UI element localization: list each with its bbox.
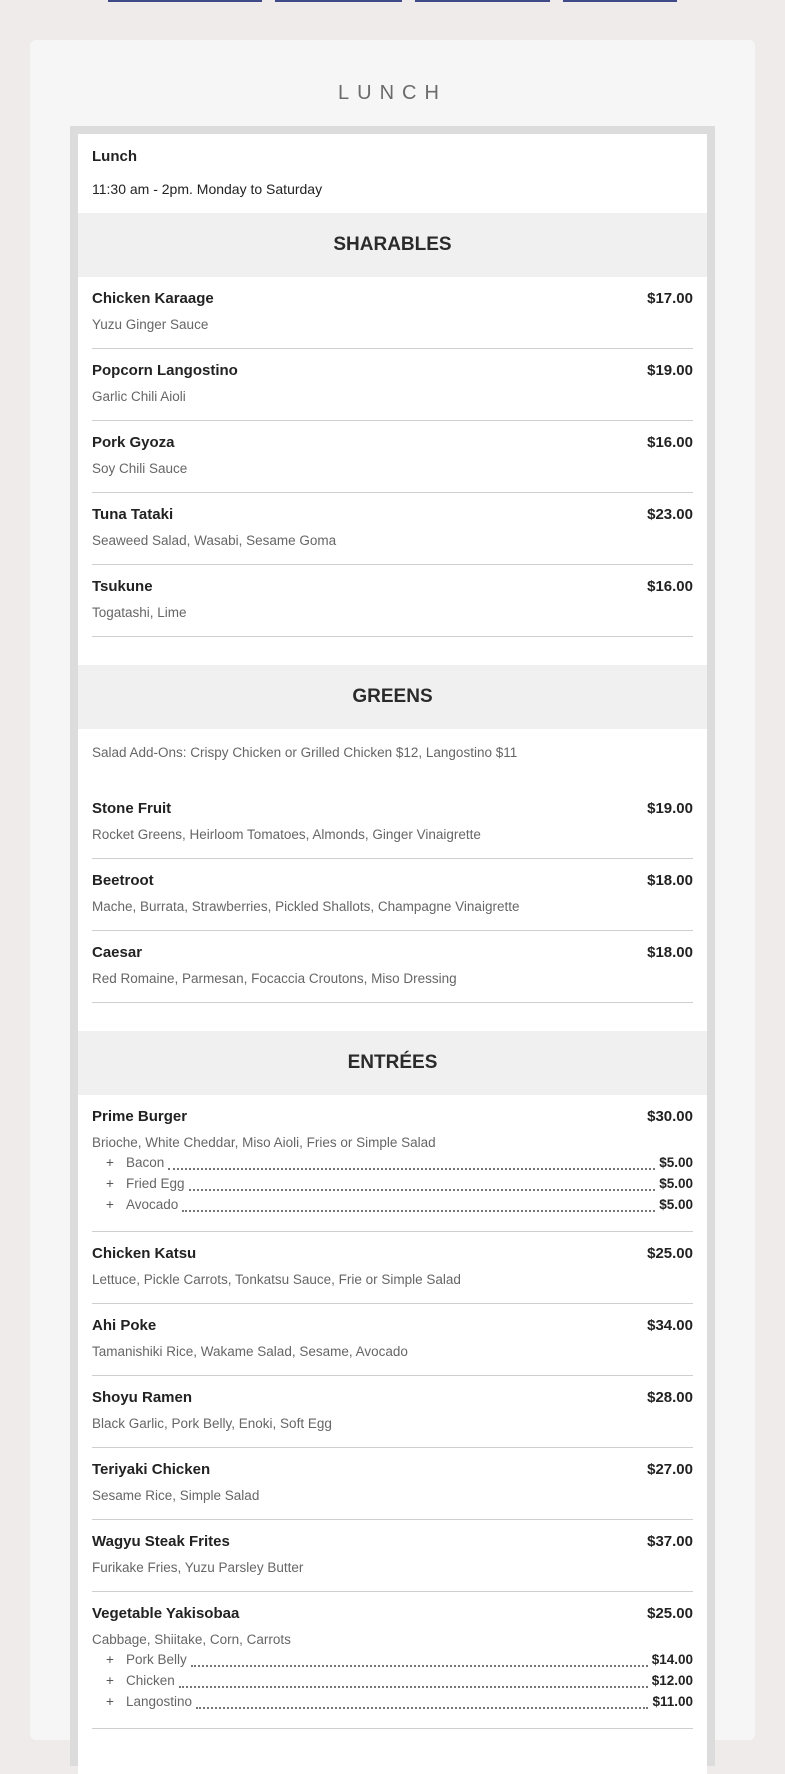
addon-list	[92, 1155, 693, 1218]
menu-item	[92, 1520, 693, 1592]
nav-tab-2-underline[interactable]	[275, 0, 402, 2]
item-name: Prime Burger	[92, 1108, 188, 1125]
menu-item	[92, 277, 693, 349]
intro-title: Lunch	[92, 148, 137, 165]
item-name: Shoyu Ramen	[92, 1389, 193, 1406]
menu-item	[92, 1095, 693, 1232]
addon-row	[92, 1673, 693, 1694]
plus-icon: +	[106, 1197, 114, 1212]
item-price: $19.00	[647, 800, 693, 817]
item-price: $16.00	[647, 578, 693, 595]
item-price: $25.00	[647, 1245, 693, 1262]
page-title: LUNCH	[338, 82, 447, 104]
addon-list	[92, 1652, 693, 1715]
item-name: Ahi Poke	[92, 1317, 157, 1334]
item-description: Garlic Chili Aioli	[92, 389, 186, 404]
plus-icon: +	[106, 1176, 114, 1191]
addon-name: Langostino	[126, 1694, 193, 1709]
addon-price: $5.00	[659, 1155, 693, 1170]
menu-item	[92, 421, 693, 493]
dot-leader	[182, 1209, 655, 1212]
top-navigation	[0, 0, 785, 4]
item-name: Tuna Tataki	[92, 506, 174, 523]
menu-item	[92, 349, 693, 421]
addon-name: Chicken	[126, 1673, 175, 1688]
item-name: Vegetable Yakisobaa	[92, 1605, 240, 1622]
menu-item	[92, 1592, 693, 1729]
item-price: $23.00	[647, 506, 693, 523]
addon-row	[92, 1652, 693, 1673]
section-spacer	[78, 1003, 707, 1031]
addon-name: Avocado	[126, 1197, 179, 1212]
item-name: Stone Fruit	[92, 800, 172, 817]
item-name: Popcorn Langostino	[92, 362, 238, 379]
menu-card	[30, 40, 755, 1740]
menu-item	[92, 493, 693, 565]
item-name: Teriyaki Chicken	[92, 1461, 211, 1478]
item-price: $19.00	[647, 362, 693, 379]
menu-item	[92, 931, 693, 1003]
item-name: Tsukune	[92, 578, 153, 595]
item-description: Togatashi, Lime	[92, 605, 187, 620]
menu-item	[92, 1376, 693, 1448]
sharables-list	[78, 277, 707, 637]
addon-price: $14.00	[651, 1652, 693, 1667]
item-name: Chicken Karaage	[92, 290, 214, 307]
item-description: Furikake Fries, Yuzu Parsley Butter	[92, 1560, 304, 1575]
item-description: Cabbage, Shiitake, Corn, Carrots	[92, 1632, 291, 1647]
item-description: Soy Chili Sauce	[92, 461, 188, 476]
item-description: Mache, Burrata, Strawberries, Pickled Shallots, Champagne Vinaigrette	[92, 899, 520, 914]
item-description: Black Garlic, Pork Belly, Enoki, Soft Egg	[92, 1416, 332, 1431]
dot-leader	[191, 1664, 648, 1667]
dot-leader	[189, 1188, 656, 1191]
plus-icon: +	[106, 1673, 114, 1688]
item-description: Tamanishiki Rice, Wakame Salad, Sesame, Avocado	[92, 1344, 408, 1359]
entrees-list	[78, 1095, 707, 1729]
item-price: $27.00	[647, 1461, 693, 1478]
item-description: Yuzu Ginger Sauce	[92, 317, 209, 332]
menu-item	[92, 787, 693, 859]
plus-icon: +	[106, 1155, 114, 1170]
item-description: Seaweed Salad, Wasabi, Sesame Goma	[92, 533, 337, 548]
menu-content	[78, 134, 707, 1774]
item-description: Brioche, White Cheddar, Miso Aioli, Fries or Simple Salad	[92, 1135, 436, 1150]
addon-price: $5.00	[659, 1176, 693, 1191]
addon-row	[92, 1694, 693, 1715]
section-header-entrees: ENTRÉES	[78, 1031, 707, 1095]
plus-icon: +	[106, 1694, 114, 1709]
menu-item	[92, 859, 693, 931]
addon-name: Bacon	[126, 1155, 165, 1170]
item-price: $16.00	[647, 434, 693, 451]
addon-price: $5.00	[659, 1197, 693, 1212]
intro-hours: 11:30 am - 2pm. Monday to Saturday	[92, 181, 323, 197]
item-name: Pork Gyoza	[92, 434, 175, 451]
greens-addon-note: Salad Add-Ons: Crispy Chicken or Grilled Chicken $12, Langostino $11	[92, 745, 518, 760]
item-price: $37.00	[647, 1533, 693, 1550]
item-name: Beetroot	[92, 872, 154, 889]
plus-icon: +	[106, 1652, 114, 1667]
item-price: $34.00	[647, 1317, 693, 1334]
item-price: $17.00	[647, 290, 693, 307]
item-price: $25.00	[647, 1605, 693, 1622]
dot-leader	[168, 1167, 655, 1170]
item-name: Wagyu Steak Frites	[92, 1533, 230, 1550]
addon-row	[92, 1197, 693, 1218]
menu-frame	[70, 126, 715, 1766]
section-spacer	[78, 637, 707, 665]
item-description: Red Romaine, Parmesan, Focaccia Croutons, Miso Dressing	[92, 971, 457, 986]
addon-price: $12.00	[651, 1673, 693, 1688]
addon-row	[92, 1155, 693, 1176]
section-header-sharables: SHARABLES	[78, 213, 707, 277]
item-description: Lettuce, Pickle Carrots, Tonkatsu Sauce, Frie or Simple Salad	[92, 1272, 461, 1287]
item-description: Sesame Rice, Simple Salad	[92, 1488, 260, 1503]
dot-leader	[196, 1706, 648, 1709]
menu-item	[92, 1232, 693, 1304]
item-price: $30.00	[647, 1108, 693, 1125]
dot-leader	[179, 1685, 648, 1688]
addon-name: Fried Egg	[126, 1176, 185, 1191]
item-name: Caesar	[92, 944, 143, 961]
item-description: Rocket Greens, Heirloom Tomatoes, Almonds, Ginger Vinaigrette	[92, 827, 481, 842]
item-price: $28.00	[647, 1389, 693, 1406]
addon-row	[92, 1176, 693, 1197]
nav-tab-1-underline[interactable]	[108, 0, 262, 2]
section-header-greens: GREENS	[78, 665, 707, 729]
addon-price: $11.00	[652, 1694, 693, 1709]
item-price: $18.00	[647, 872, 693, 889]
menu-item	[92, 1448, 693, 1520]
addon-name: Pork Belly	[126, 1652, 187, 1667]
menu-item	[92, 1304, 693, 1376]
nav-tab-3-underline[interactable]	[415, 0, 550, 2]
menu-item	[92, 565, 693, 637]
item-price: $18.00	[647, 944, 693, 961]
menu-intro	[78, 134, 707, 213]
item-name: Chicken Katsu	[92, 1245, 197, 1262]
greens-list	[78, 787, 707, 1003]
nav-tab-4-underline[interactable]	[563, 0, 677, 2]
